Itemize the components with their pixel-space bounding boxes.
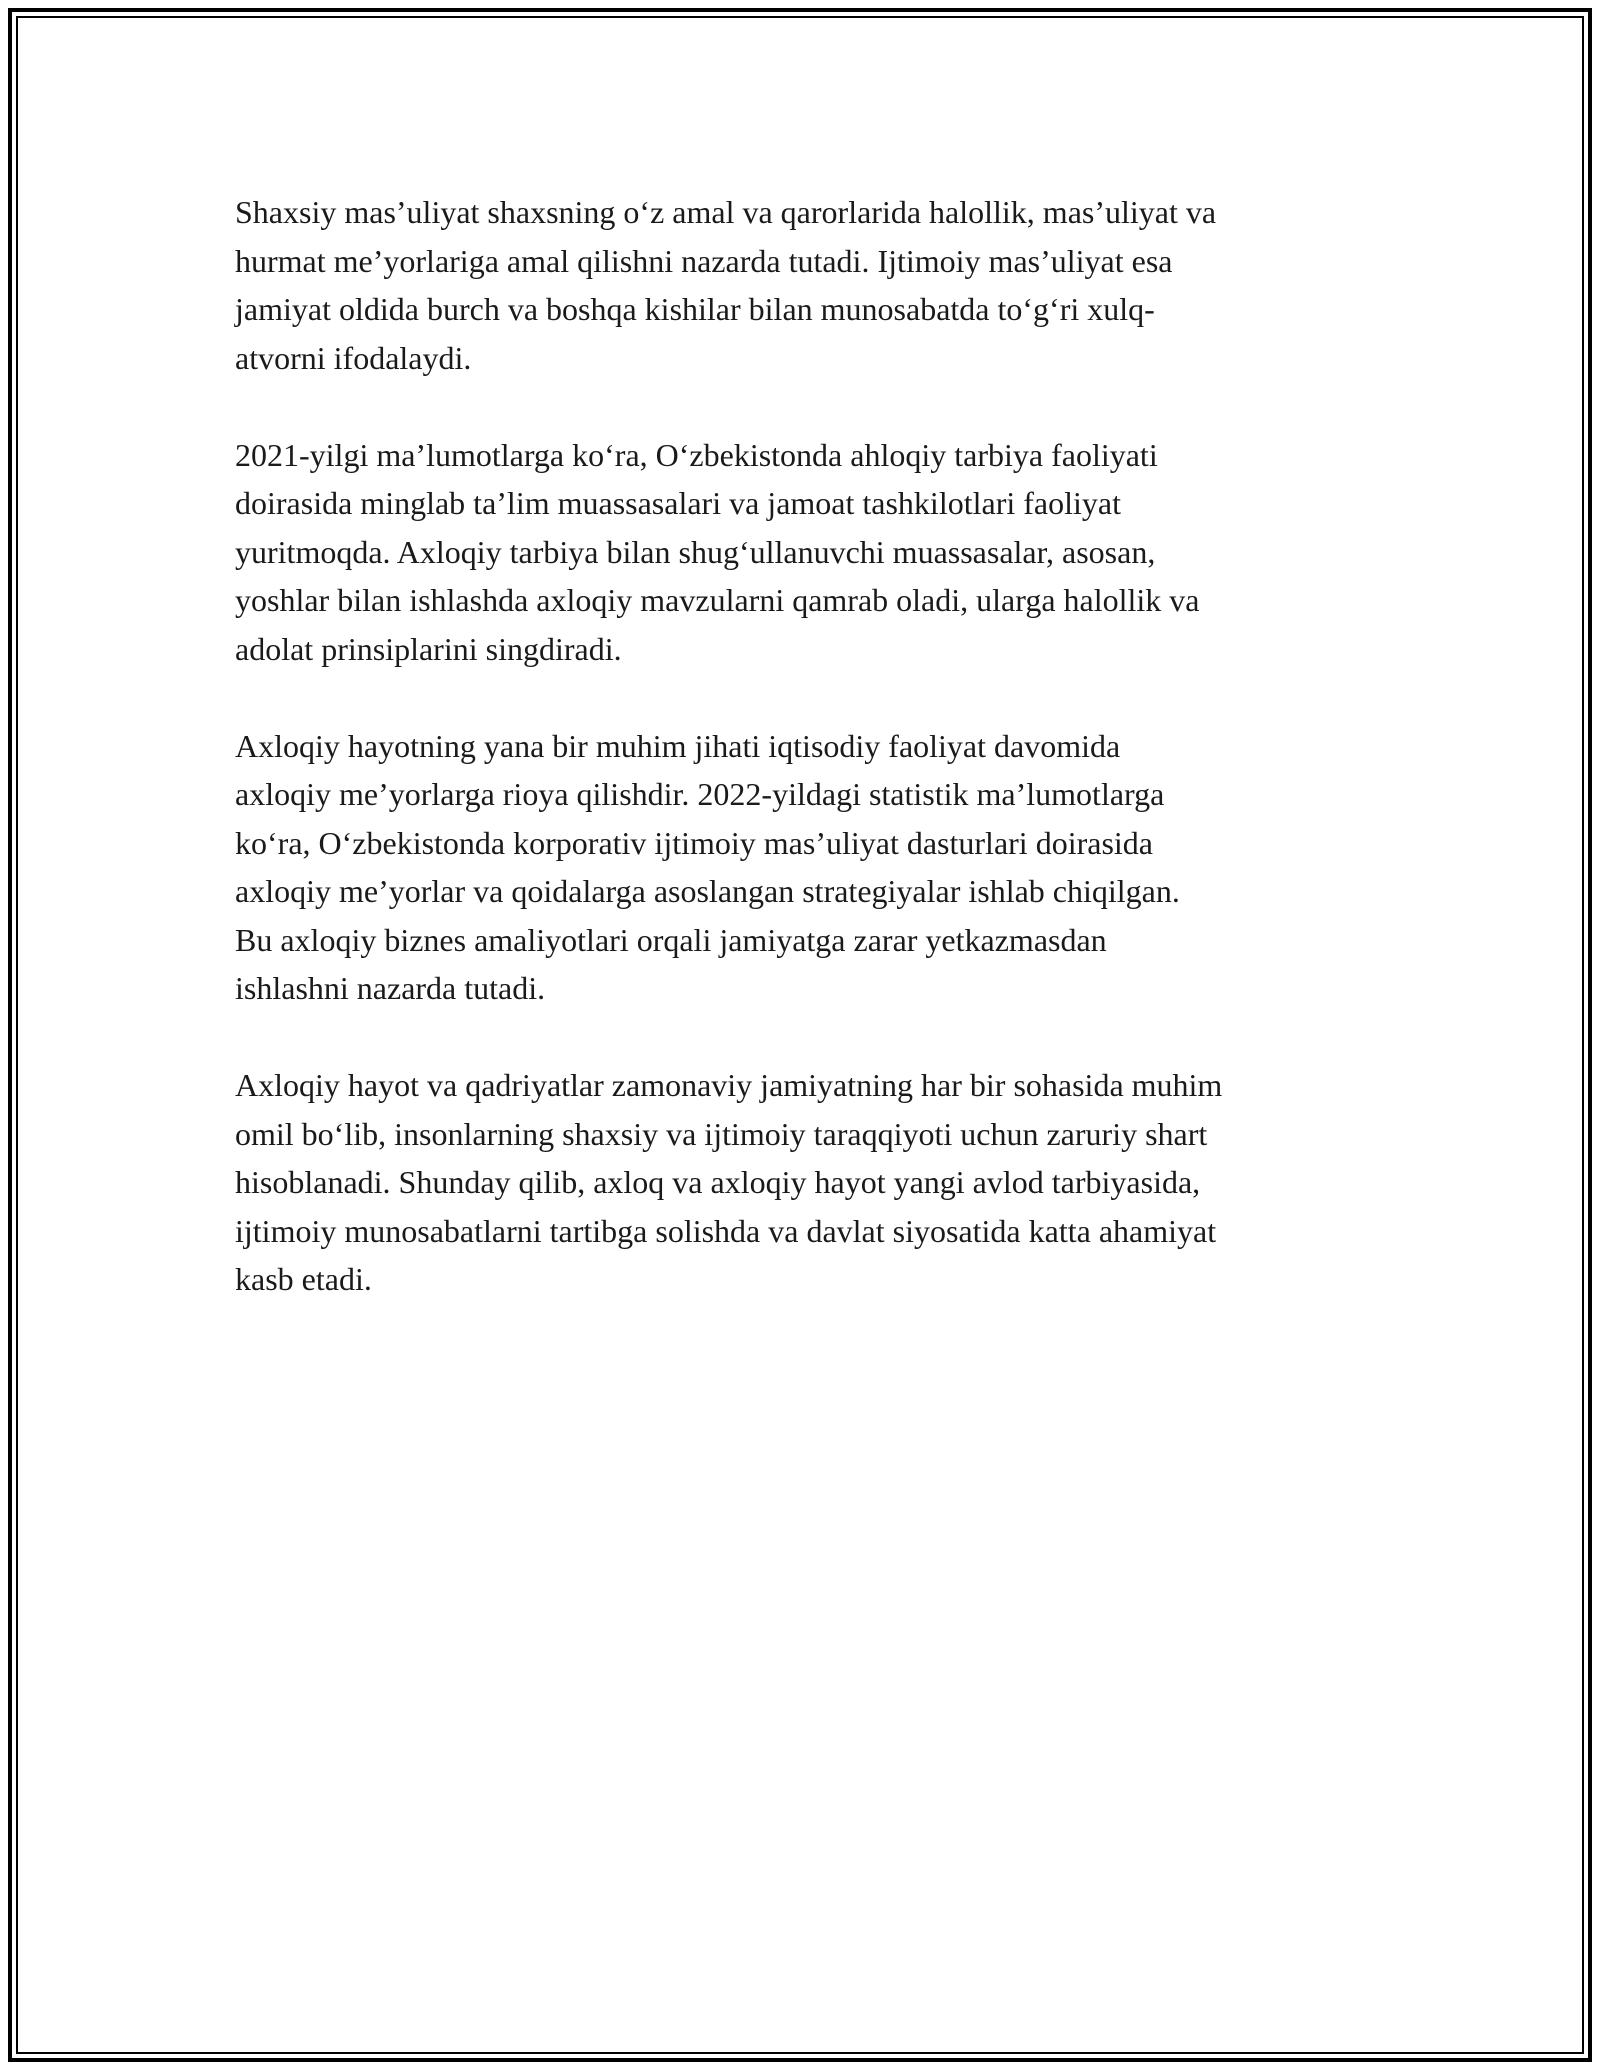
document-body <box>235 188 1385 1352</box>
text-line: doirasida minglab ta’lim muassasalari va jamoat tashkilotlari faoliyat <box>235 485 1121 521</box>
text-line: Shaxsiy mas’uliyat shaxsning o‘z amal va qarorlarida halollik, mas’uliyat va <box>235 194 1217 230</box>
text-line: ko‘ra, O‘zbekistonda korporativ ijtimoiy mas’uliyat dasturlari doirasida <box>235 824 1153 861</box>
paragraph-2 <box>235 431 1385 674</box>
text-line: hisoblanadi. Shunday qilib, axloq va axloqiy hayot yangi avlod tarbiyasida, <box>235 1164 1201 1200</box>
paragraph-4 <box>235 1061 1385 1304</box>
text-line: Axloqiy hayotning yana bir muhim jihati iqtisodiy faoliyat davomida <box>235 727 1121 764</box>
text-line: Axloqiy hayot va qadriyatlar zamonaviy jamiyatning har bir sohasida muhim <box>235 1067 1223 1103</box>
text-line: 2021-yilgi ma’lumotlarga ko‘ra, O‘zbekistonda ahloqiy tarbiya faoliyati <box>235 436 1158 473</box>
text-line: jamiyat oldida burch va boshqa kishilar bilan munosabatda to‘g‘ri xulq- <box>235 291 1155 327</box>
text-line: hurmat me’yorlariga amal qilishni nazarda tutadi. Ijtimoiy mas’uliyat esa <box>235 242 1173 279</box>
text-line: kasb etadi. <box>235 1261 372 1297</box>
text-line: yuritmoqda. Axloqiy tarbiya bilan shug‘ullanuvchi muassasalar, asosan, <box>235 533 1156 570</box>
text-line: axloqiy me’yorlar va qoidalarga asoslangan strategiyalar ishlab chiqilgan. <box>235 873 1180 909</box>
text-line: omil bo‘lib, insonlarning shaxsiy va ijtimoiy taraqqiyoti uchun zaruriy shart <box>235 1115 1208 1152</box>
text-line: ishlashni nazarda tutadi. <box>235 970 546 1006</box>
paragraph-3 <box>235 722 1385 1013</box>
text-line: adolat prinsiplarini singdiradi. <box>235 630 622 667</box>
text-line: Bu axloqiy biznes amaliyotlari orqali jamiyatga zarar yetkazmasdan <box>235 921 1107 958</box>
paragraph-1 <box>235 188 1385 382</box>
text-line: axloqiy me’yorlarga rioya qilishdir. 2022-yildagi statistik ma’lumotlarga <box>235 776 1165 812</box>
text-line: ijtimoiy munosabatlarni tartibga solishda va davlat siyosatida katta ahamiyat <box>235 1212 1217 1249</box>
text-line: atvorni ifodalaydi. <box>235 339 472 376</box>
text-line: yoshlar bilan ishlashda axloqiy mavzularni qamrab oladi, ularga halollik va <box>235 582 1200 618</box>
